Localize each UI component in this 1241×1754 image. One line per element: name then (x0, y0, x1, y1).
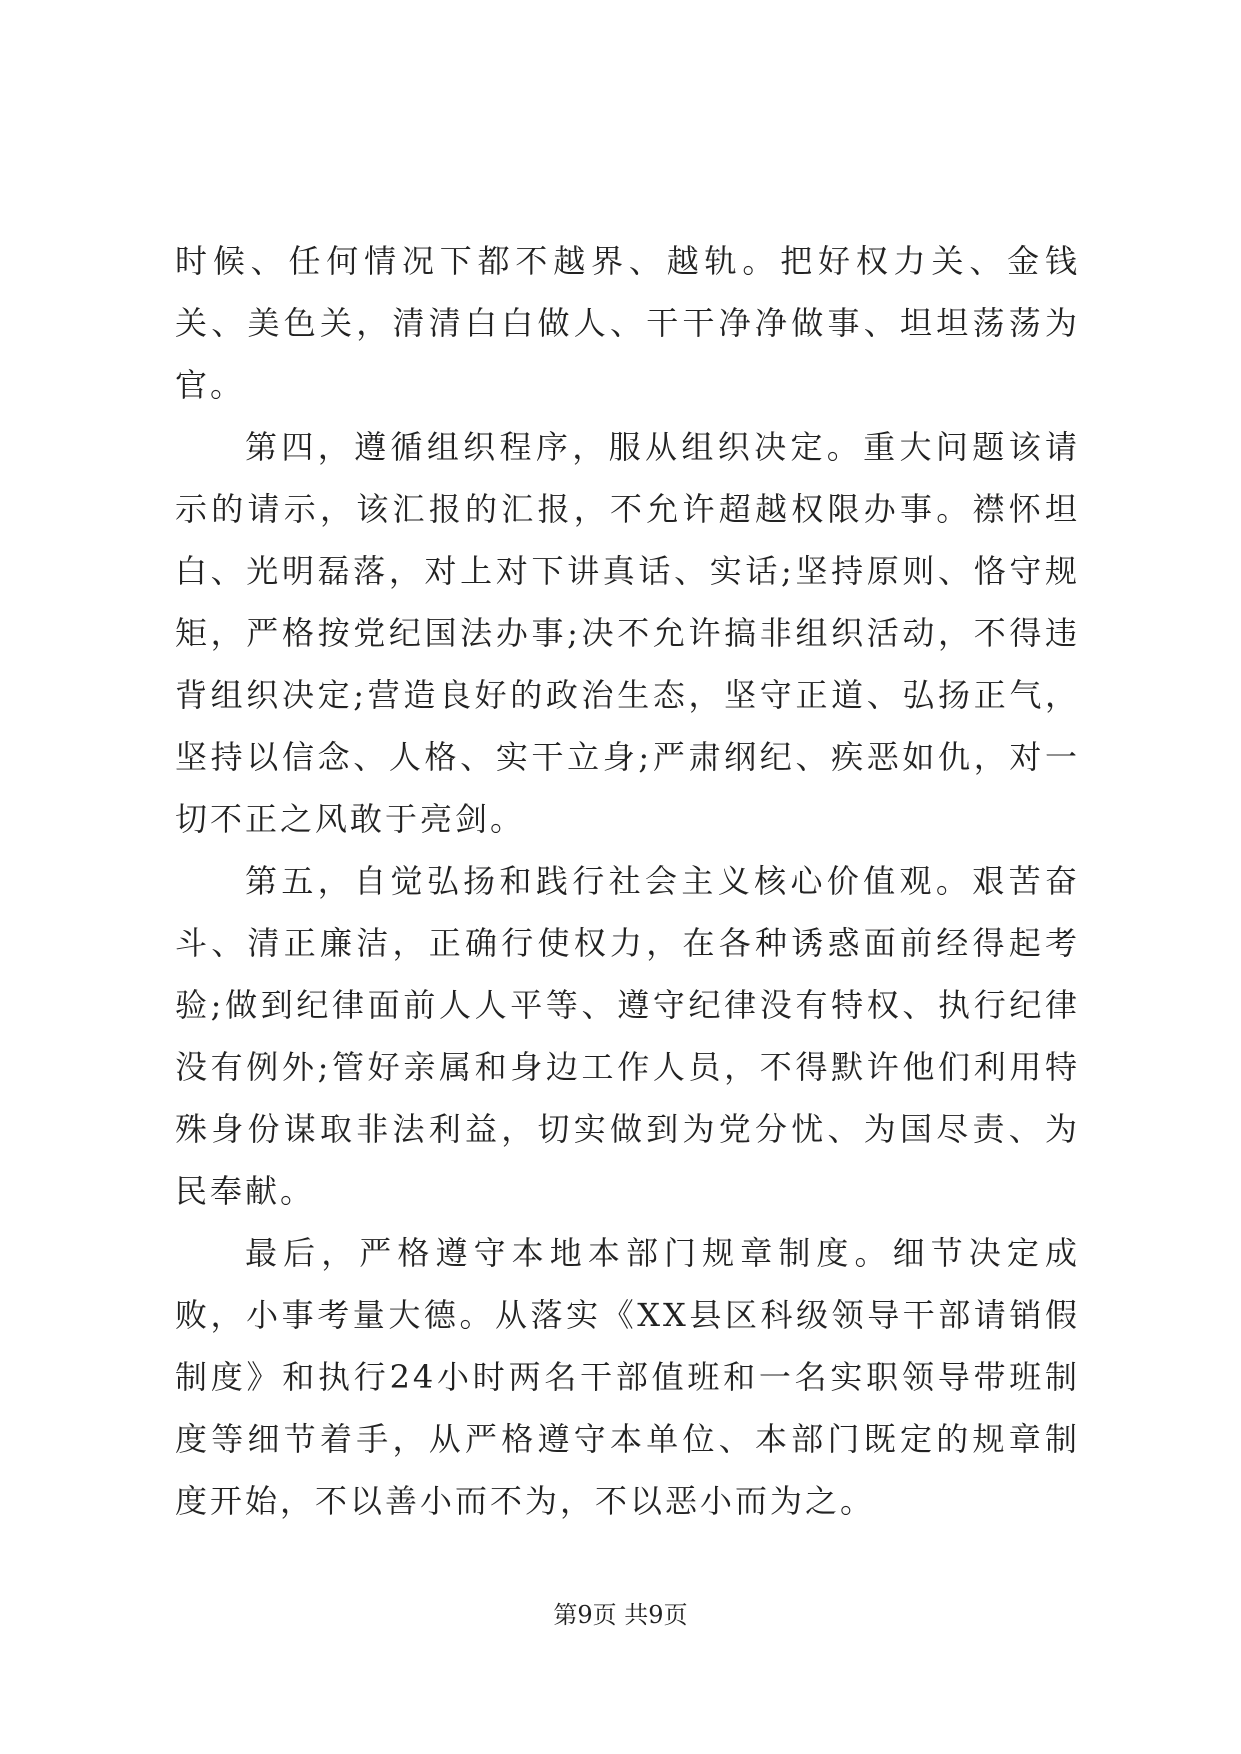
document-body (175, 230, 1080, 1532)
paragraph-continuation: 时候、任何情况下都不越界、越轨。把好权力关、金钱关、美色关，清清白白做人、干干净净做事、坦坦荡荡为官。 (175, 242, 1080, 404)
page-footer (0, 1595, 1241, 1630)
page-number: 第9页 共9页 (553, 1601, 688, 1629)
paragraph-fourth: 第四，遵循组织程序，服从组织决定。重大问题该请示的请示，该汇报的汇报，不允许超越权限办事。襟怀坦白、光明磊落，对上对下讲真话、实话;坚持原则、恪守规矩，严格按党纪国法办事;决不允许搞非组织活动，不得违背组织决定;营造良好的政治生态，坚守正道、弘扬正气，坚持以信念、人格、实干立身;严肃纲纪、疾恶如仇，对一切不正之风敢于亮剑。 (175, 428, 1080, 838)
paragraph-last: 最后，严格遵守本地本部门规章制度。细节决定成败，小事考量大德。从落实《XX县区科级领导干部请销假制度》和执行24小时两名干部值班和一名实职领导带班制度等细节着手，从严格遵守本单位、本部门既定的规章制度开始，不以善小而不为，不以恶小而为之。 (175, 1234, 1080, 1520)
paragraph-fifth: 第五，自觉弘扬和践行社会主义核心价值观。艰苦奋斗、清正廉洁，正确行使权力，在各种诱惑面前经得起考验;做到纪律面前人人平等、遵守纪律没有特权、执行纪律没有例外;管好亲属和身边工作人员，不得默许他们利用特殊身份谋取非法利益，切实做到为党分忧、为国尽责、为民奉献。 (175, 862, 1080, 1210)
